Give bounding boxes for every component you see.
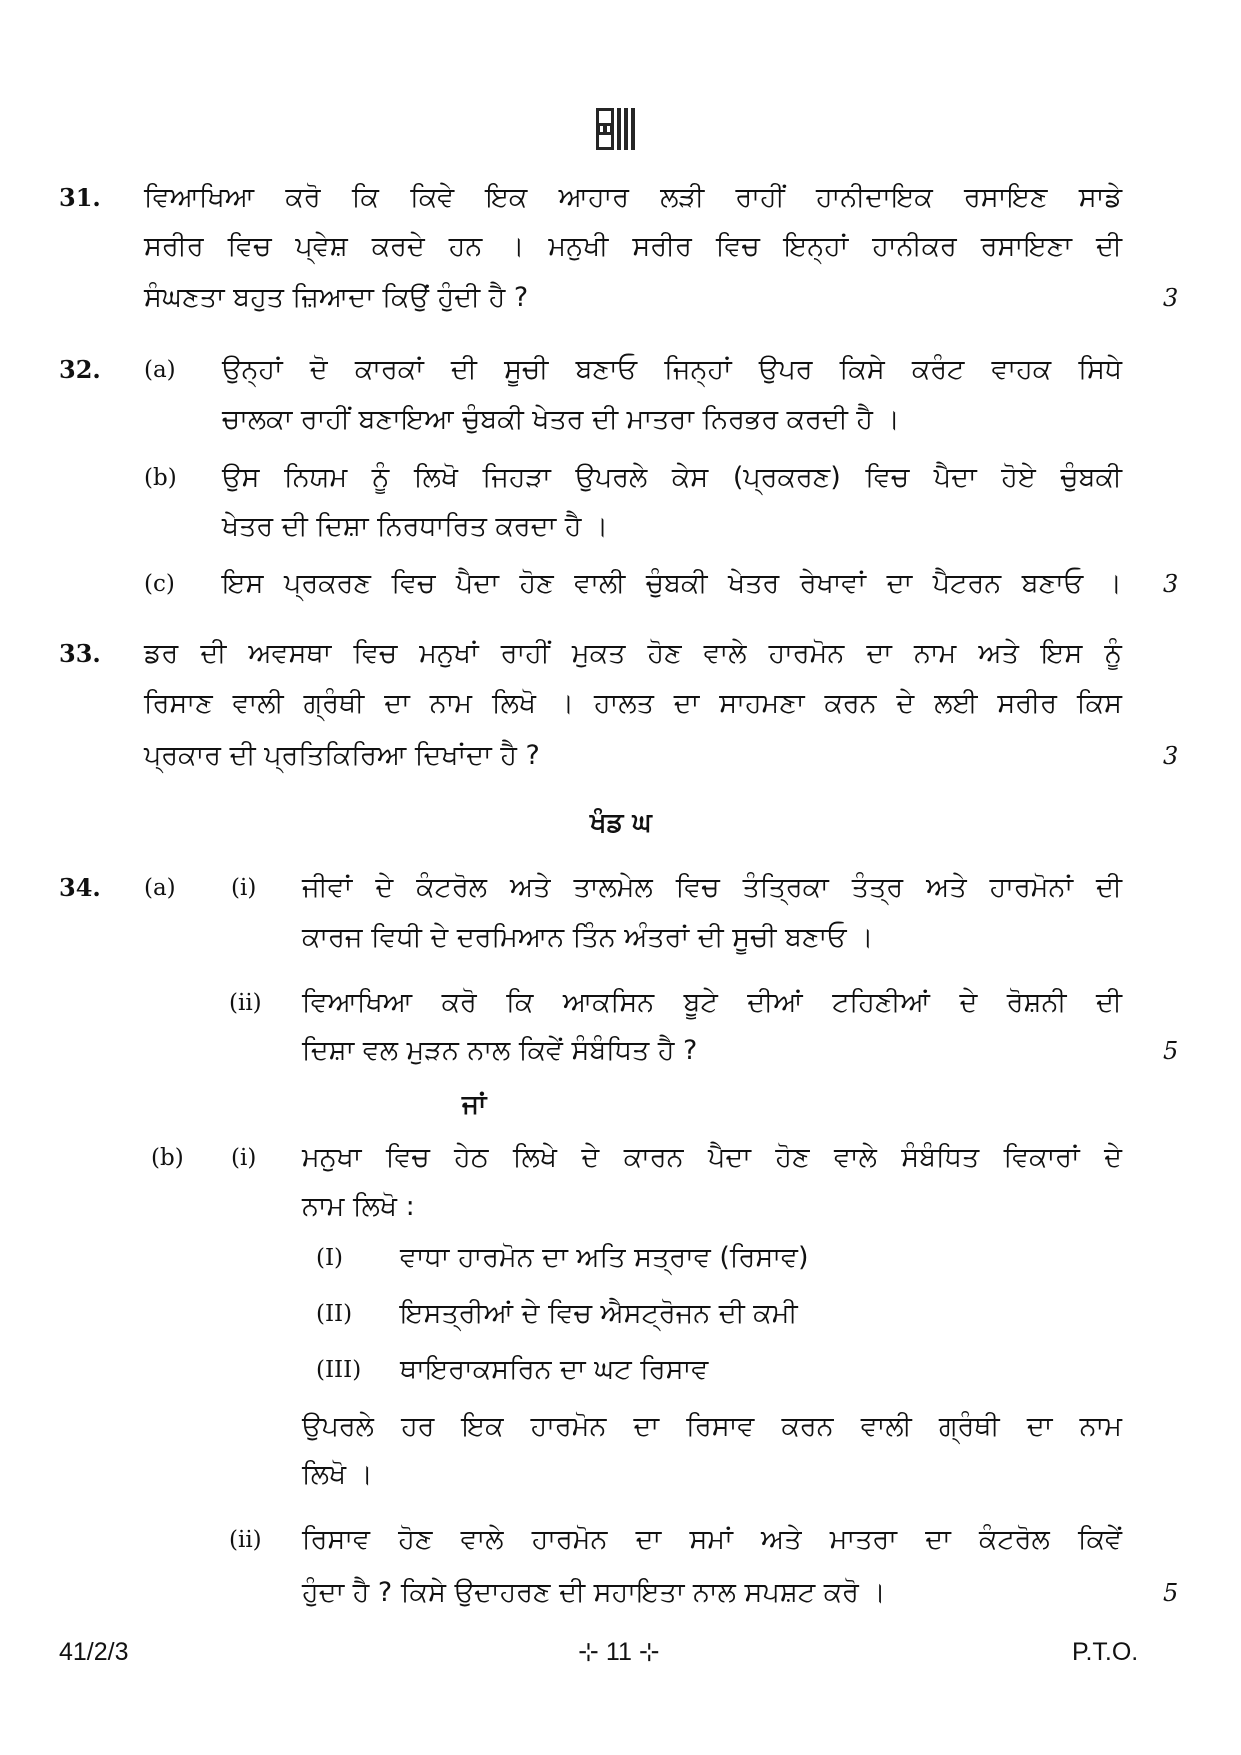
q33-line: ਰਿਸਾਣ ਵਾਲੀ ਗ੍ਰੰਥੀ ਦਾ ਨਾਮ ਲਿਖੋ । ਹਾਲਤ ਦਾ ਸਾਹਮਣਾ ਕਰਨ ਦੇ ਲਈ ਸਰੀਰ ਕਿਸ (144, 688, 1122, 719)
q32c-label: (c) (144, 571, 175, 597)
qr-code (596, 108, 638, 150)
pto-label: P.T.O. (1072, 1638, 1139, 1666)
q32a-line: ਚਾਲਕਾ ਰਾਹੀਂ ਬਣਾਇਆ ਚੁੰਬਕੀ ਖੇਤਰ ਦੀ ਮਾਤਰਾ ਨਿਰਭਰ ਕਰਦੀ ਹੈ । (222, 404, 900, 435)
q32b-line: ਖੇਤਰ ਦੀ ਦਿਸ਼ਾ ਨਿਰਧਾਰਿਤ ਕਰਦਾ ਹੈ । (222, 511, 609, 542)
q34a-ii-label: (ii) (229, 990, 262, 1016)
q34a-ii-line: ਦਿਸ਼ਾ ਵਲ ਮੁੜਨ ਨਾਲ ਕਿਵੇਂ ਸੰਬੰਧਿਤ ਹੈ ? (302, 1035, 698, 1066)
q31-line: ਸੰਘਣਤਾ ਬਹੁਤ ਜ਼ਿਆਦਾ ਕਿਉਂ ਹੁੰਦੀ ਹੈ ? (144, 282, 529, 313)
q32-number: 32. (59, 355, 101, 384)
q34a-label: (a) (144, 875, 176, 901)
q32c-line: ਇਸ ਪ੍ਰਕਰਣ ਵਿਚ ਪੈਦਾ ਹੋਣ ਵਾਲੀ ਚੁੰਬਕੀ ਖੇਤਰ ਰੇਖਾਵਾਂ ਦਾ ਪੈਟਰਨ ਬਣਾਓ । (222, 568, 1122, 599)
q34b-i-line: ਮਨੁਖਾ ਵਿਚ ਹੇਠ ਲਿਖੇ ਦੇ ਕਾਰਨ ਪੈਦਾ ਹੋਣ ਵਾਲੇ ਸੰਬੰਧਿਤ ਵਿਕਾਰਾਂ ਦੇ (302, 1142, 1122, 1173)
q33-number: 33. (59, 639, 101, 668)
q34b-i-after: ਉਪਰਲੇ ਹਰ ਇਕ ਹਾਰਮੋਨ ਦਾ ਰਿਸਾਵ ਕਰਨ ਵਾਲੀ ਗ੍ਰੰਥੀ ਦਾ ਨਾਮ (302, 1411, 1122, 1442)
q34a-ii-line: ਵਿਆਖਿਆ ਕਰੋ ਕਿ ਆਕਸਿਨ ਬੂਟੇ ਦੀਆਂ ਟਹਿਣੀਆਂ ਦੇ ਰੋਸ਼ਨੀ ਦੀ (302, 987, 1122, 1018)
q34b-label: (b) (151, 1145, 184, 1171)
q34a-marks: 5 (1163, 1037, 1179, 1065)
q31-line: ਸਰੀਰ ਵਿਚ ਪ੍ਵੇਸ਼ ਕਰਦੇ ਹਨ । ਮਨੁਖੀ ਸਰੀਰ ਵਿਚ ਇਨ੍ਹਾਂ ਹਾਨੀਕਰ ਰਸਾਇਣਾ ਦੀ (144, 231, 1122, 262)
q33-line: ਪ੍ਰਕਾਰ ਦੀ ਪ੍ਰਤਿਕਿਰਿਆ ਦਿਖਾਂਦਾ ਹੈ ? (144, 740, 540, 771)
item-text: ਇਸਤ੍ਰੀਆਂ ਦੇ ਵਿਚ ਐਸਟ੍ਰੋਜਨ ਦੀ ਕਮੀ (400, 1298, 798, 1329)
paper-code: 41/2/3 (59, 1638, 129, 1666)
q34a-i-line: ਜੀਵਾਂ ਦੇ ਕੰਟਰੋਲ ਅਤੇ ਤਾਲਮੇਲ ਵਿਚ ਤੰਤ੍ਰਿਕਾ ਤੰਤ੍ਰ ਅਤੇ ਹਾਰਮੋਨਾਂ ਦੀ (302, 872, 1122, 903)
q31-marks: 3 (1163, 284, 1179, 312)
section-heading: ਖੰਡ ਘ (590, 808, 652, 838)
q34b-i-after: ਲਿਖੋ । (302, 1459, 373, 1490)
q34b-ii-line: ਰਿਸਾਵ ਹੋਣ ਵਾਲੇ ਹਾਰਮੋਨ ਦਾ ਸਮਾਂ ਅਤੇ ਮਾਤਰਾ ਦਾ ਕੰਟਰੋਲ ਕਿਵੇਂ (302, 1524, 1122, 1555)
item-text: ਵਾਧਾ ਹਾਰਮੋਨ ਦਾ ਅਤਿ ਸਤ੍ਰਾਵ (ਰਿਸਾਵ) (400, 1242, 809, 1273)
item-label: (III) (316, 1357, 362, 1383)
q34a-i-line: ਕਾਰਜ ਵਿਧੀ ਦੇ ਦਰਮਿਆਨ ਤਿੰਨ ਅੰਤਰਾਂ ਦੀ ਸੂਚੀ ਬਣਾਓ । (302, 922, 874, 953)
q32a-label: (a) (144, 357, 176, 383)
q34b-marks: 5 (1163, 1579, 1179, 1607)
page-number: ⊹ 11 ⊹ (578, 1638, 660, 1666)
q33-marks: 3 (1163, 742, 1179, 770)
q34b-i-line: ਨਾਮ ਲਿਖੋ : (302, 1191, 415, 1222)
q34a-i-label: (i) (231, 875, 257, 901)
q34b-i-label: (i) (231, 1145, 257, 1171)
q31-line: ਵਿਆਖਿਆ ਕਰੋ ਕਿ ਕਿਵੇ ਇਕ ਆਹਾਰ ਲੜੀ ਰਾਹੀਂ ਹਾਨੀਦਾਇਕ ਰਸਾਇਣ ਸਾਡੇ (144, 182, 1122, 213)
item-text: ਥਾਇਰਾਕਸਰਿਨ ਦਾ ਘਟ ਰਿਸਾਵ (400, 1354, 709, 1385)
or-label: ਜਾਂ (462, 1090, 487, 1120)
q34-number: 34. (59, 873, 101, 902)
q32b-label: (b) (144, 465, 177, 491)
q32b-line: ਉਸ ਨਿਯਮ ਨੂੰ ਲਿਖੋ ਜਿਹੜਾ ਉਪਰਲੇ ਕੇਸ (ਪ੍ਰਕਰਣ) ਵਿਚ ਪੈਦਾ ਹੋਏ ਚੁੰਬਕੀ (222, 462, 1122, 493)
item-label: (I) (316, 1245, 344, 1271)
q34b-ii-line: ਹੁੰਦਾ ਹੈ ? ਕਿਸੇ ਉਦਾਹਰਣ ਦੀ ਸਹਾਇਤਾ ਨਾਲ ਸਪਸ਼ਟ ਕਰੋ । (302, 1577, 886, 1608)
q32a-line: ਉਨ੍ਹਾਂ ਦੋ ਕਾਰਕਾਂ ਦੀ ਸੂਚੀ ਬਣਾਓ ਜਿਨ੍ਹਾਂ ਉਪਰ ਕਿਸੇ ਕਰੰਟ ਵਾਹਕ ਸਿਧੇ (222, 354, 1122, 385)
q32-marks: 3 (1163, 570, 1179, 598)
item-label: (II) (316, 1301, 353, 1327)
q31-number: 31. (59, 183, 101, 212)
q34b-ii-label: (ii) (229, 1527, 262, 1553)
q33-line: ਡਰ ਦੀ ਅਵਸਥਾ ਵਿਚ ਮਨੁਖਾਂ ਰਾਹੀਂ ਮੁਕਤ ਹੋਣ ਵਾਲੇ ਹਾਰਮੋਨ ਦਾ ਨਾਮ ਅਤੇ ਇਸ ਨੂੰ (144, 638, 1122, 669)
